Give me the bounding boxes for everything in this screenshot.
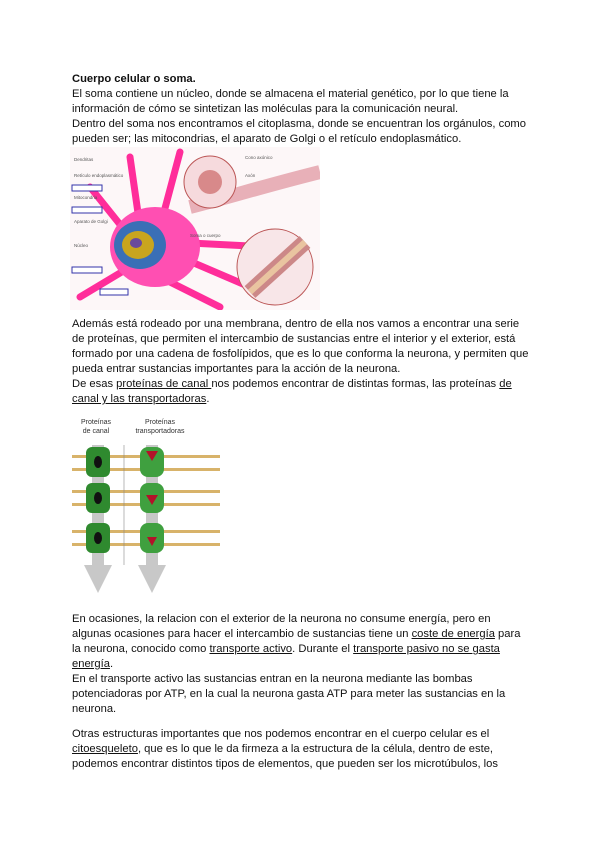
cyto-text-post: , que es lo que le da firmeza a la estructura de la célula, dentro de este, podemos encontrar distintos tipos de elementos, que pueden ser los microtúbulos, los [72,743,498,770]
energy-text-end: . [109,658,114,670]
proteins-text-end: . [206,393,210,405]
intro-paragraph-2: Dentro del soma nos encontramos el citoplasma, donde se encuentran los orgánulos, como pueden ser; las mitocondrias, el aparato de Golgi o el retículo endoplasmático. [72,118,526,145]
link-canal-transportadoras[interactable]: de canal y las transportadoras [72,378,512,405]
neuron-label-reticulo: Retículo endoplasmático [74,173,124,178]
section-heading: Cuerpo celular o soma. [72,73,196,85]
label-transport-2: transportadoras [135,428,185,435]
link-transporte-pasivo[interactable]: transporte pasivo no se gasta energía [72,643,500,670]
link-proteinas-canal[interactable]: proteínas de canal [116,378,212,390]
neuron-label-nucleo: Núcleo [74,243,89,248]
neuron-label-soma: Soma o cuerpo [190,233,221,238]
link-transporte-activo[interactable]: transporte activo [209,643,293,655]
link-coste-energia[interactable]: coste de energía [411,628,495,640]
proteins-text-mid: nos podemos encontrar de distintas formas, las proteínas [211,378,500,390]
energy-paragraph [72,612,532,672]
proteins-text-pre: De esas [72,378,117,390]
label-transport-1: Proteínas [145,419,175,426]
label-canal-1: Proteínas [81,419,111,426]
neuron-label-axon: Axón [245,173,256,178]
active-transport-paragraph: En el transporte activo las sustancias entran en la neurona mediante las bombas potenciadoras por ATP, en la cual la neurona gasta ATP para meter las sustancias en la neurona. [72,673,506,715]
neuron-illustration [70,147,320,310]
intro-paragraph-1: El soma contiene un núcleo, donde se almacena el material genético, por lo que tiene la información de cómo se sintetizan las moléculas para la comunicación neural. [72,88,509,115]
cytoskeleton-paragraph [72,727,532,772]
neuron-label-dendritas: Dendritas [74,157,94,162]
neuron-label-mitocondria: Mitocondria [74,195,98,200]
cyto-text-pre: Otras estructuras importantes que nos podemos encontrar en el cuerpo celular es el [72,728,490,740]
link-citoesqueleto[interactable]: citoesqueleto [72,743,138,755]
energy-text-mid2: . Durante el [292,643,354,655]
neuron-label-cono: Cono axónico [245,155,273,160]
neuron-label-golgi: Aparato de Golgi [74,219,108,224]
energy-text-pre: En ocasiones, la relacion con el exterior de la neurona no consume energía, pero en algunas ocasiones para hacer el intercambio de sustancias tiene un [72,613,491,640]
membrane-paragraph: Además está rodeado por una membrana, dentro de ella nos vamos a encontrar una serie de proteínas, que permiten el intercambio de sustancias entre el interior y el exterior, está formado por una cadena de fosfolípidos, que es lo que conforma la neurona, y permiten que pueda entrar sustancias importantes para la acción de la neurona. [72,318,529,375]
channels-illustration [72,415,220,595]
proteins-paragraph [72,377,532,407]
energy-text-mid1: para la neurona, conocido como [72,628,521,655]
label-canal-2: de canal [82,428,110,435]
